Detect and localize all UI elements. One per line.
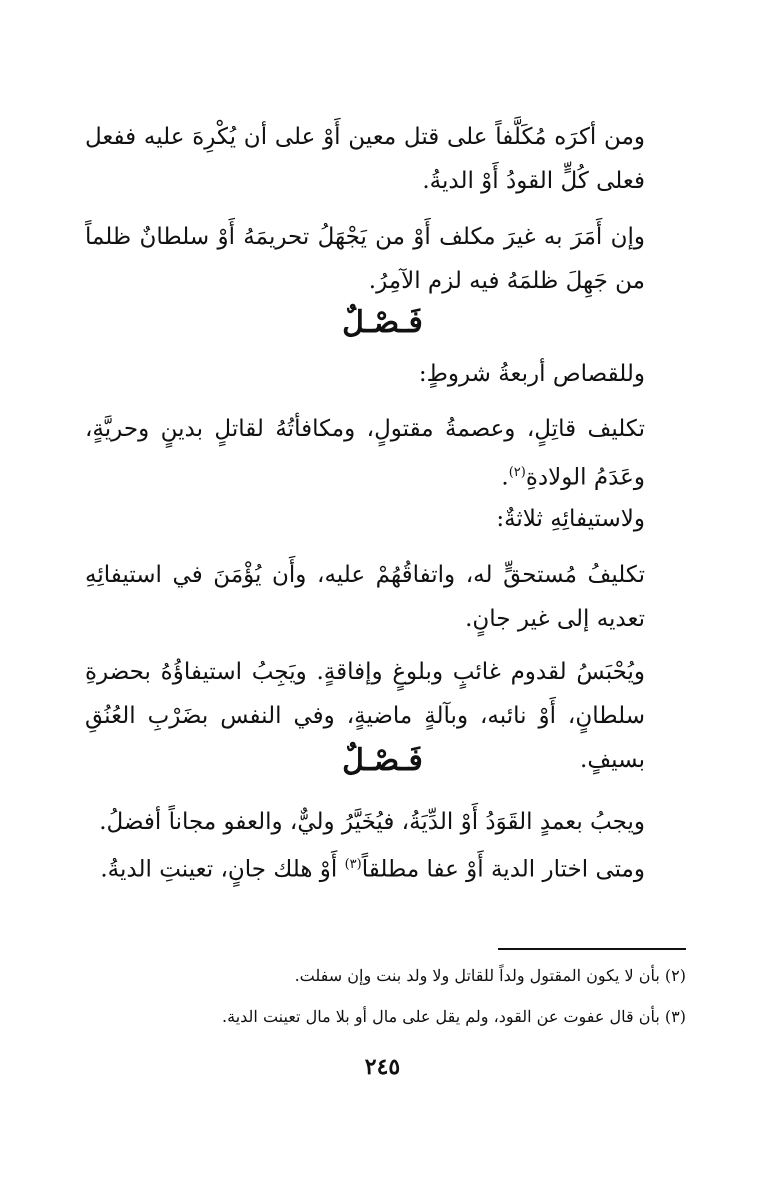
section-heading-2-text: فَـصْـلٌ xyxy=(342,743,423,778)
paragraph-command: وإن أَمَرَ به غيرَ مكلف أَوْ من يَجْهَلُ تحريمَهُ أَوْ سلطانٌ ظلماً من جَهِلَ ظلمَهُ فيه لزم الآمِرُ. xyxy=(85,224,645,294)
paragraph-qisas-conditions-end: . xyxy=(501,464,509,491)
section-heading-1 xyxy=(0,305,765,340)
section-heading-2 xyxy=(0,743,765,778)
paragraph-diya-text-b: أَوْ هلك جانٍ، تعينتِ الديةُ. xyxy=(100,856,345,883)
page-number: ٢٤٥ xyxy=(364,1054,401,1080)
paragraph-diya xyxy=(85,843,645,892)
footnote-ref-3: (٣) xyxy=(344,857,362,872)
paragraph-qisas-conditions xyxy=(85,407,645,500)
paragraph-obligation: ويجبُ بعمدٍ القَوَدُ أَوْ الدِّيَةُ، فيُخَيَّرُ وليٌّ، والعفو مجاناً أفضلُ. xyxy=(99,809,645,835)
section-heading-1-text: فَـصْـلٌ xyxy=(342,305,423,340)
paragraph-execution-conditions: تكليفُ مُستحقٍّ له، واتفاقُهُمْ عليه، وأَن يُؤْمَنَ في استيفائِهِ تعديه إلى غير جانٍ. xyxy=(85,562,645,632)
paragraph-diya-text-a: ومتى اختار الدية أَوْ عفا مطلقاً xyxy=(361,856,645,883)
footnote-3: (٣) بأن قال عفوت عن القود، ولم يقل على مال أو بلا مال تعينت الدية. xyxy=(222,1007,686,1026)
paragraph-coercion: ومن أكرَه مُكَلَّفاً على قتل معين أَوْ على أن يُكْرِهَ عليه ففعل فعلى كُلٍّ القودُ أَوْ الديةُ. xyxy=(85,124,645,194)
paragraph-qisas-conditions-text: تكليف قاتِلٍ، وعصمةُ مقتولٍ، ومكافأتُهُ لقاتلٍ بدينٍ وحريَّةٍ، وعَدَمُ الولادةِ xyxy=(85,416,645,491)
footnote-ref-2: (٢) xyxy=(508,465,526,480)
footnote-divider xyxy=(498,948,686,950)
paragraph-qisas-conditions-intro: وللقصاص أربعةُ شروطٍ: xyxy=(418,361,645,387)
footnote-2: (٢) بأن لا يكون المقتول ولداً للقاتل ولا ولد بنت وإن سفلت. xyxy=(294,966,686,985)
paragraph-detention: ويُحْبَسُ لقدوم غائبٍ وبلوغٍ وإفاقةٍ. ويَجِبُ استيفاؤُهُ بحضرةِ سلطانٍ، أَوْ نائبه، وبآلةٍ ماضيةٍ، وفي النفس بضَرْبِ العُنُقِ بسيفٍ. xyxy=(85,659,645,773)
paragraph-execution-conditions-intro: ولاستيفائِهِ ثلاثةٌ: xyxy=(496,506,645,532)
